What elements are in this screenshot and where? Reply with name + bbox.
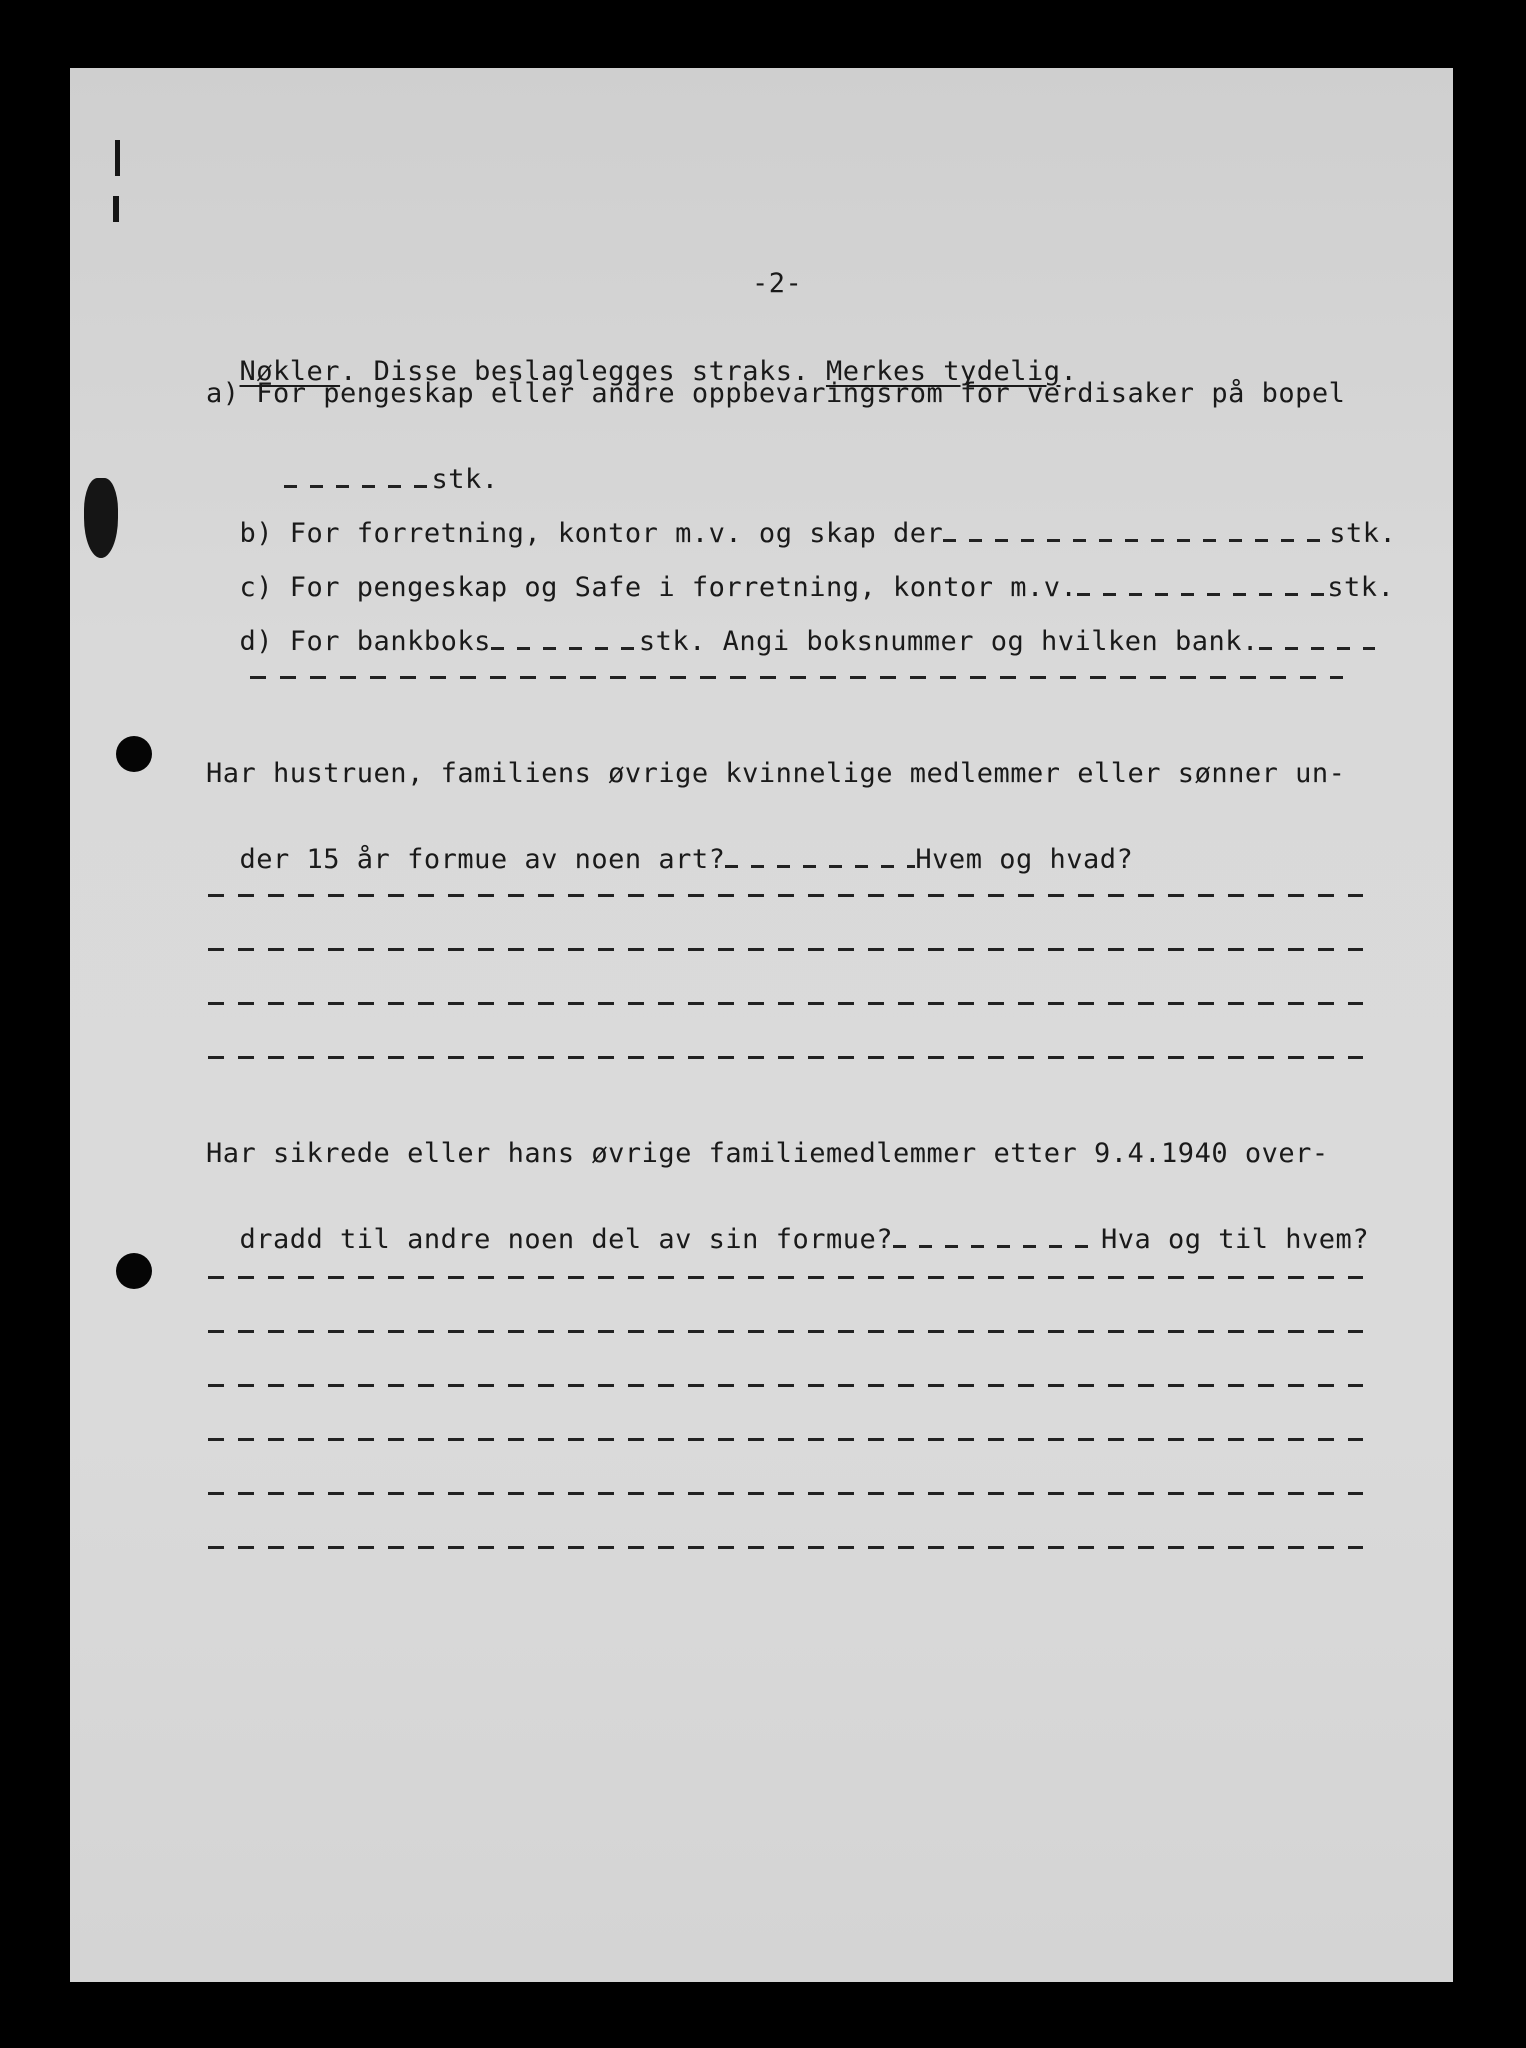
punch-hole [116,1253,152,1289]
keys-emphasis: Merkes tydelig [825,356,1061,387]
question-1-followup: Hvem og hvad? [915,844,1134,875]
ink-blot [84,478,118,558]
keys-emphasis-end: . [1060,356,1078,387]
item-c-label: c) For pengeskap og Safe i forretning, kontor m.v. [239,572,1078,603]
question-2-line-1: Har sikrede eller hans øvrige familiemedlemmer etter 9.4.1940 over- [206,1138,1329,1169]
question-1-line-1: Har hustruen, familiens øvrige kvinnelige medlemmer eller sønner un- [206,758,1346,789]
punch-hole [116,736,152,772]
page-number: -2- [752,268,803,299]
question-2-answer-line[interactable] [208,1384,1363,1387]
item-d-mid: stk. Angi boksnummer og hvilken bank. [638,626,1259,657]
question-1-answer-line[interactable] [208,1056,1363,1059]
item-a-line: a) For pengeskap eller andre oppbevaringsrom for verdisaker på bopel [206,378,1346,409]
question-2-blank[interactable] [893,1245,1101,1248]
question-2-answer-line[interactable] [208,1492,1363,1495]
item-d-answer-line[interactable] [250,676,1343,679]
item-d-count-blank[interactable] [491,647,639,650]
left-margin-mark [115,140,120,176]
question-2-answer-line[interactable] [208,1438,1363,1441]
question-1-line-2 [206,812,1133,876]
item-d-label: d) For bankboks [239,626,491,657]
item-d-line [206,594,1375,658]
item-b-unit: stk. [1329,518,1397,549]
question-2-prompt: dradd til andre noen del av sin formue? [239,1224,893,1255]
question-2-line-2 [206,1192,1369,1256]
item-a-unit: stk. [431,464,499,495]
keys-intro: . Disse beslaglegges straks. [340,356,826,387]
question-2-followup: Hva og til hvem? [1100,1224,1370,1255]
question-2-answer-line[interactable] [208,1276,1363,1279]
question-1-prompt: der 15 år formue av noen art? [239,844,726,875]
question-1-answer-line[interactable] [208,894,1363,897]
question-2-answer-line[interactable] [208,1330,1363,1333]
question-2-answer-line[interactable] [208,1546,1363,1549]
keys-heading: Nøkler [239,356,341,387]
question-1-blank[interactable] [725,865,915,868]
question-1-answer-line[interactable] [208,1002,1363,1005]
item-b-label: b) For forretning, kontor m.v. og skap der [239,518,944,549]
item-d-bank-blank[interactable] [1259,647,1375,650]
item-c-unit: stk. [1327,572,1395,603]
question-1-answer-line[interactable] [208,948,1363,951]
left-margin-mark [113,196,119,222]
